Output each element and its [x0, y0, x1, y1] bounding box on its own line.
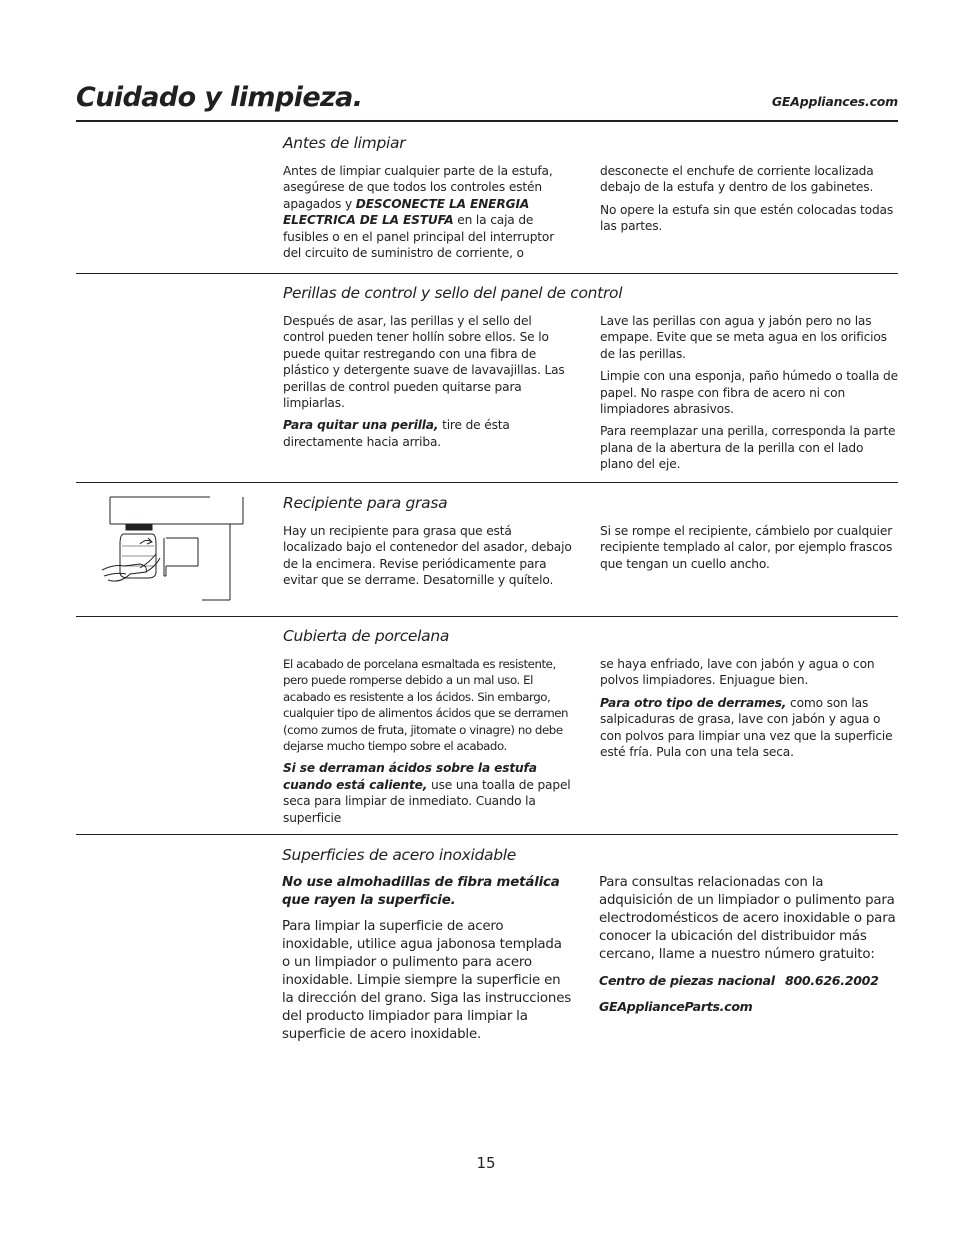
- right-column: [600, 313, 898, 479]
- section-divider: [76, 834, 898, 835]
- paragraph: Para quitar una perilla, tire de ésta directamente hacia arriba.: [283, 418, 510, 449]
- parts-center-label: Centro de piezas nacional: [599, 973, 775, 988]
- paragraph: No opere la estufa sin que estén colocadas todas las partes.: [600, 202, 894, 234]
- section-title: Recipiente para grasa: [283, 494, 448, 512]
- paragraph: Antes de limpiar cualquier parte de la estufa, asegúrese de que todos los controles estén apagados y DESCONECTE LA ENERGIA ELECTRICA DE LA ESTUFA en la caja de fusibles o en el panel principal del interruptor del circuito de suministro de corriente, o: [283, 164, 555, 261]
- parts-center-phone[interactable]: 800.626.2002: [785, 973, 879, 988]
- right-column: [600, 163, 898, 241]
- right-column: [600, 656, 898, 766]
- section-title: Perillas de control y sello del panel de control: [283, 284, 623, 302]
- right-column: [599, 874, 897, 1024]
- left-column: [283, 656, 573, 832]
- paragraph: Lave las perillas con agua y jabón pero no las empape. Evite que se meta agua en los orificios de las perillas.: [600, 314, 887, 361]
- right-column: [600, 523, 898, 578]
- page-number: 15: [476, 1154, 496, 1172]
- left-column: [283, 163, 573, 267]
- paragraph: Limpie con una esponja, paño húmedo o toalla de papel. No raspe con fibra de acero ni con limpiadores abrasivos.: [600, 369, 898, 417]
- page-title: Cuidado y limpieza.: [76, 82, 363, 113]
- left-column: [283, 523, 573, 595]
- paragraph: Para reemplazar una perilla, corresponda la parte plana de la abertura de la perilla con el lado plano del eje.: [600, 424, 896, 472]
- site-url[interactable]: GEAppliances.com: [771, 94, 898, 109]
- parts-center-contact: [599, 972, 897, 990]
- section-divider: [76, 482, 898, 483]
- paragraph: Para otro tipo de derrames, como son las salpicaduras de grasa, lave con jabón y agua o con polvos para limpiar una vez que la superficie esté fría. Pula con una tela seca.: [600, 695, 893, 760]
- paragraph: Si se derraman ácidos sobre la estufa cuando está caliente, use una toalla de papel seca para limpiar de inmediato. Cuando la superficie: [283, 761, 571, 825]
- section-title: Antes de limpiar: [283, 134, 406, 152]
- paragraph: desconecte el enchufe de corriente localizada debajo de la estufa y dentro de los gabinetes.: [600, 164, 874, 195]
- paragraph: Hay un recipiente para grasa que está localizado bajo el contenedor del asador, debajo de la encimera. Revise periódicamente para evitar que se derrame. Desatornille y quítelo.: [283, 524, 572, 588]
- left-column: [282, 874, 572, 1052]
- section-divider: [76, 273, 898, 274]
- parts-website[interactable]: GEApplianceParts.com: [599, 999, 753, 1014]
- grease-container-illustration: [100, 494, 246, 602]
- hand-removing-jar-icon: [100, 494, 246, 602]
- paragraph: se haya enfriado, lave con jabón y agua o con polvos limpiadores. Enjuague bien.: [600, 657, 875, 688]
- paragraph: Para limpiar la superficie de acero inoxidable, utilice agua jabonosa templada o un limpiador o pulimento para acero inoxidable. Limpie siempre la superficie en la dirección del grano. Siga las instrucciones del producto limpiador para limpiar la superficie de acero inoxidable.: [282, 919, 572, 1042]
- paragraph: Para consultas relacionadas con la adquisición de un limpiador o pulimento para electrodomésticos de acero inoxidable o para conocer la ubicación del distribuidor más cercano, llame a nuestro número gratuito:: [599, 875, 896, 962]
- paragraph: Si se rompe el recipiente, cámbielo por cualquier recipiente templado al calor, por ejemplo frascos que tengan un cuello ancho.: [600, 524, 893, 571]
- page-header: [76, 80, 898, 122]
- paragraph: Después de asar, las perillas y el sello del control pueden tener hollín sobre ellos. Se lo puede quitar restregando con una fibra de plástico y detergente suave de lavavajillas. Las perillas de control pueden quitarse para limpiarlas.: [283, 314, 565, 411]
- section-divider: [76, 616, 898, 617]
- section-title: Superficies de acero inoxidable: [282, 846, 516, 864]
- paragraph: No use almohadillas de fibra metálica que rayen la superficie.: [282, 875, 560, 908]
- warning-text: DESCONECTE LA ENERGIA ELECTRICA DE LA ESTUFA: [283, 196, 530, 228]
- section-title: Cubierta de porcelana: [283, 627, 450, 645]
- left-column: [283, 313, 573, 456]
- paragraph: El acabado de porcelana esmaltada es resistente, pero puede romperse debido a un mal uso. El acabado es resistente a los ácidos. Sin embargo, cualquier tipo de alimentos ácidos que se derramen (como zumos de fruta, jitomate o vinagre) no debe dejarse mucho tiempo sobre el acabado.: [283, 657, 569, 754]
